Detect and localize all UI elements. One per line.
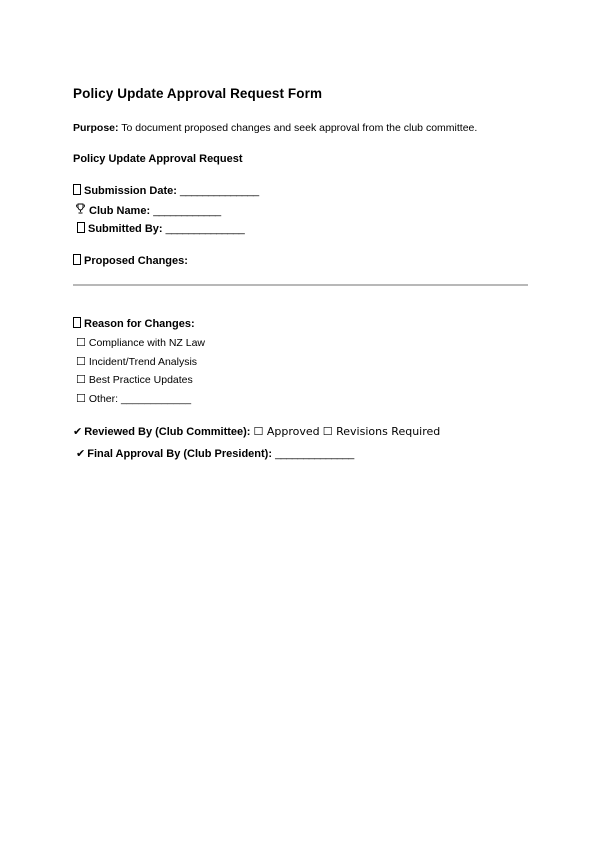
final-approval-blank[interactable]: ______________	[275, 448, 354, 460]
checkbox-icon[interactable]: ☐	[76, 355, 86, 368]
reason-field	[73, 317, 195, 330]
checkbox-icon[interactable]: ☐	[253, 425, 264, 438]
submission-date-label: Submission Date:	[84, 185, 177, 197]
submitted-by-field	[77, 222, 244, 235]
approved-option[interactable]	[254, 425, 320, 438]
checkmark-icon: ✔	[73, 425, 83, 438]
final-approval-line	[76, 447, 354, 460]
person-icon	[77, 222, 85, 233]
proposed-changes-line[interactable]	[73, 284, 528, 286]
reason-option-compliance[interactable]	[76, 336, 205, 349]
purpose-line	[73, 122, 477, 134]
checkbox-icon[interactable]: ☐	[322, 425, 333, 438]
club-name-field	[75, 203, 221, 217]
reason-option-other[interactable]	[76, 392, 191, 405]
proposed-changes-field	[73, 254, 188, 267]
revisions-label: Revisions Required	[336, 425, 441, 438]
list-icon	[73, 317, 81, 328]
trophy-icon	[75, 203, 86, 217]
trophy-icon-svg	[75, 203, 86, 214]
reason-option-incident[interactable]	[76, 355, 197, 368]
checkmark-icon: ✔	[76, 447, 86, 460]
purpose-label: Purpose:	[73, 122, 119, 134]
reason-label: Reason for Changes:	[84, 318, 195, 330]
document-icon	[73, 254, 81, 265]
submission-date-blank[interactable]: ______________	[179, 185, 259, 197]
option-label: Compliance with NZ Law	[88, 337, 206, 349]
option-label: Incident/Trend Analysis	[88, 356, 198, 368]
section-title: Policy Update Approval Request	[73, 153, 243, 165]
purpose-text: To document proposed changes and seek approval from the club committee.	[121, 122, 478, 134]
proposed-changes-label: Proposed Changes:	[84, 255, 188, 267]
submitted-by-label: Submitted By:	[88, 223, 163, 235]
option-label: Best Practice Updates	[88, 374, 193, 386]
reviewed-by-line	[73, 425, 440, 438]
reason-option-best-practice[interactable]	[76, 373, 193, 386]
submitted-by-blank[interactable]: ______________	[165, 223, 245, 235]
option-label: Other: ____________	[88, 393, 192, 405]
final-approval-label: Final Approval By (Club President):	[87, 448, 272, 460]
club-name-blank[interactable]: ____________	[153, 205, 221, 217]
calendar-icon	[73, 184, 81, 195]
checkbox-icon[interactable]: ☐	[76, 373, 86, 386]
submission-date-field	[73, 184, 259, 197]
club-name-label: Club Name:	[89, 205, 151, 217]
approved-label: Approved	[266, 425, 320, 438]
checkbox-icon[interactable]: ☐	[76, 392, 86, 405]
checkbox-icon[interactable]: ☐	[76, 336, 86, 349]
form-title: Policy Update Approval Request Form	[73, 86, 323, 101]
reviewed-by-label: Reviewed By (Club Committee):	[84, 426, 251, 438]
revisions-option[interactable]	[323, 425, 441, 438]
